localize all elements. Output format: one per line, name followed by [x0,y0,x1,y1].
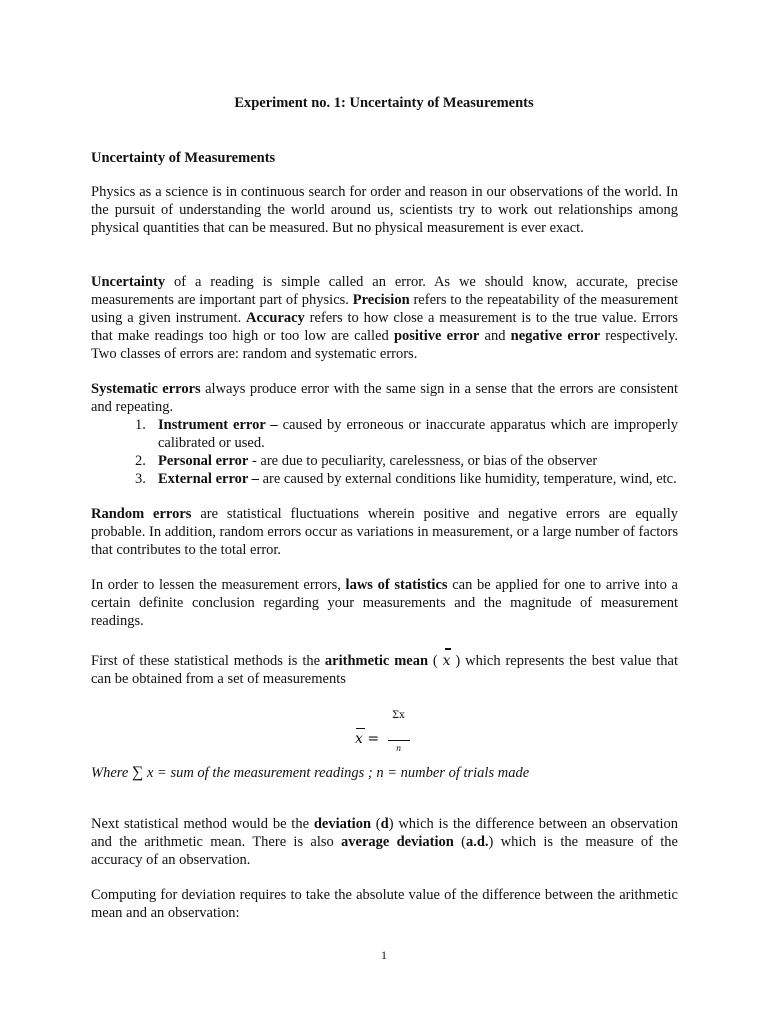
term-accuracy: Accuracy [246,310,305,326]
term-d: d [380,816,389,832]
systematic-paragraph [91,380,678,416]
term-laws-of-statistics: laws of statistics [345,577,448,593]
list-number: 2. [135,453,146,469]
computing-paragraph: Computing for deviation requires to take the absolute value of the difference between the arithmetic mean and an observation: [91,887,678,921]
text-span: always produce error with the same sign in a sense that the errors are consistent and repeating. [91,381,679,415]
intro-paragraph: Physics as a science is in continuous search for order and reason in our observations of the world. In the pursuit of understanding the world around us, scientists try to work out relationships among physical quantities that can be measured. But no physical measurement is ever exact. [91,184,678,236]
text-span: can be applied for one to arrive into a certain definite conclusion regarding your measurements and the magnitude of measurement readings. [91,577,678,629]
list-term: External error – [158,471,259,487]
page-number: 1 [381,948,387,962]
text-span: ) [450,653,461,669]
list-item [91,452,678,470]
list-text: - are due to peculiarity, carelessness, or bias of the observer [248,453,598,469]
term-negative-error: negative error [510,328,601,344]
random-paragraph [91,505,678,559]
text-span: ( [428,653,443,669]
page-title: Experiment no. 1: Uncertainty of Measurements [234,95,534,111]
deviation-paragraph [91,815,678,869]
error-type-list [91,416,678,488]
text-span: ) which is the difference between an observation and the arithmetic mean. There is also [91,816,679,850]
text-span: refers to how close a measurement is to the true value. Errors that make readings too high or too low are called [91,310,678,344]
text-span: First of these statistical methods is the [91,653,325,669]
text-span: respectively. Two classes of errors are: random and systematic errors. [91,328,679,362]
formula-numerator: Σx [392,710,405,721]
text-span: ( [453,834,466,850]
statistics-paragraph [91,576,678,630]
list-item [91,416,678,452]
list-term: Instrument error – [158,417,278,433]
section-heading: Uncertainty of Measurements [91,150,276,166]
text-span: are statistical fluctuations wherein positive and negative errors are equally probable. In addition, random errors occur as variations in measurement, or a large number of factors that contributes to the total error. [91,506,678,558]
term-uncertainty: Uncertainty [91,274,166,290]
term-precision: Precision [352,292,410,308]
term-arithmetic-mean: arithmetic mean [324,653,429,669]
text-span: which represents the best value that can be obtained from a set of measurements [91,653,678,687]
x-bar-line [356,728,365,729]
fraction-line [388,740,410,741]
x-bar-symbol: x [442,653,451,669]
term-positive-error: positive error [393,328,480,344]
list-number: 1. [135,417,146,433]
formula-lhs: x = [355,731,380,747]
term-average-deviation: average deviation [341,834,454,850]
term-systematic-errors: Systematic errors [91,381,201,397]
formula-legend [91,764,529,782]
term-ad: a.d. [465,834,489,850]
mean-formula [352,710,422,753]
text-span: x = sum of the measurement readings ; n = number of trials made [143,765,530,781]
text-span: ( [371,816,381,832]
text-span: Next statistical method would be the [91,816,314,832]
formula-denominator: n [396,744,402,753]
list-number: 3. [135,471,146,487]
text-span: ) which is the measure of the accuracy of an observation. [91,834,678,868]
text-span: Where [91,765,132,781]
sigma-symbol: ∑ [131,764,144,781]
mean-paragraph [91,652,678,688]
text-span: of a reading is simple called an error. As we should know, accurate, precise measurements are important part of physics. [91,274,678,308]
uncertainty-paragraph [91,273,678,363]
term-random-errors: Random errors [91,506,192,522]
list-text: caused by erroneous or inaccurate apparatus which are improperly calibrated or used. [158,417,678,451]
text-span: In order to lessen the measurement errors, [91,577,346,593]
list-item [91,470,678,488]
text-span: and [479,328,511,344]
list-text: are caused by external conditions like humidity, temperature, wind, etc. [258,471,677,487]
text-span: refers to the repeatability of the measurement using a given instrument. [91,292,678,326]
list-term: Personal error [158,453,249,469]
term-deviation: deviation [313,816,372,832]
